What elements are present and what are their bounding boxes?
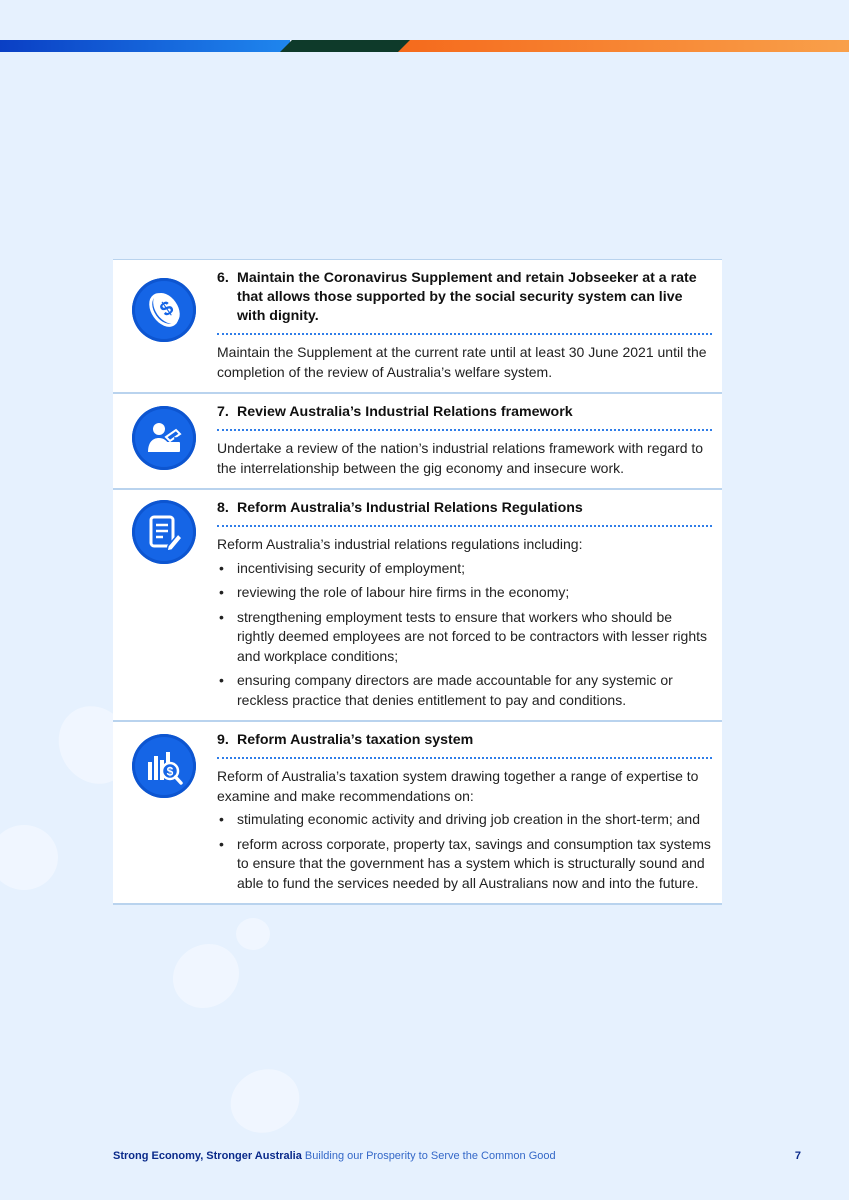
dollar-coin-icon <box>132 278 196 342</box>
decorative-bubble <box>0 825 58 890</box>
item-body: Reform Australia’s industrial relations regulations including: • incentivising security of employment; • reviewing the role of labour hire firms in the economy; • strengthening employment tests to ensure that workers who should be rightly deemed employees are not forced to be contractors with lesser rights and workplace conditions; • ensuring company directors are made accountable for any systemic or reckless practice that denies entitlement to pay and conditions. <box>217 527 712 720</box>
svg-text:$: $ <box>166 764 174 779</box>
list-item: • strengthening employment tests to ensure that workers who should be rightly deemed employees are not forced to be contractors with lesser rights and workplace conditions; <box>217 608 712 667</box>
item-body: Undertake a review of the nation’s industrial relations framework with regard to the interrelationship between the gig economy and insecure work. <box>217 440 704 476</box>
item-title: 8. Reform Australia’s Industrial Relations Regulations <box>217 490 712 527</box>
list-item: • incentivising security of employment; <box>217 559 712 579</box>
chart-money-search-icon <box>132 734 196 798</box>
decorative-bubble <box>160 931 251 1021</box>
list-item: • stimulating economic activity and driving job creation in the short-term; and <box>217 810 712 830</box>
page-number: 7 <box>794 1150 801 1162</box>
recommendation-item <box>113 490 722 722</box>
item-title: 6. Maintain the Coronavirus Supplement and retain Jobseeker at a rate that allows those supported by the social security system can live with dignity. <box>217 260 712 335</box>
list-item: • reviewing the role of labour hire firms in the economy; <box>217 583 712 603</box>
decorative-bubble <box>236 918 270 950</box>
bullet-list <box>217 559 712 711</box>
item-title: 7. Review Australia’s Industrial Relations framework <box>217 394 712 431</box>
item-body: Reform of Australia’s taxation system drawing together a range of expertise to examine and make recommendations on: • stimulating economic activity and driving job creation in the short-term; and • reform across corporate, property tax, savings and consumption tax systems to ensure that the government has a system which is structurally sound and able to fund the services needed by all Australians now and into the future. <box>217 759 712 903</box>
item-body: Maintain the Supplement at the current rate until at least 30 June 2021 until the completion of the review of Australia’s welfare system. <box>217 344 707 380</box>
recommendations-panel <box>113 259 722 905</box>
page-footer <box>113 1150 801 1162</box>
person-reviewing-icon <box>132 406 196 470</box>
document-edit-icon <box>132 500 196 564</box>
footer-subtitle: Building our Prosperity to Serve the Common Good <box>304 1150 556 1162</box>
list-item: • ensuring company directors are made accountable for any systemic or reckless practice that denies entitlement to pay and conditions. <box>217 671 712 710</box>
recommendation-item <box>113 394 722 490</box>
recommendation-item <box>113 722 722 905</box>
header-color-stripe <box>0 40 849 52</box>
item-title: 9. Reform Australia’s taxation system <box>217 722 712 759</box>
list-item: • reform across corporate, property tax, savings and consumption tax systems to ensure that the government has a system which is structurally sound and able to fund the services needed by all Australians now and into the future. <box>217 835 712 894</box>
svg-text:$: $ <box>156 296 178 322</box>
decorative-bubble <box>220 1058 310 1144</box>
footer-title: Strong Economy, Stronger Australia <box>113 1150 302 1162</box>
recommendation-item <box>113 260 722 394</box>
bullet-list <box>217 810 712 893</box>
